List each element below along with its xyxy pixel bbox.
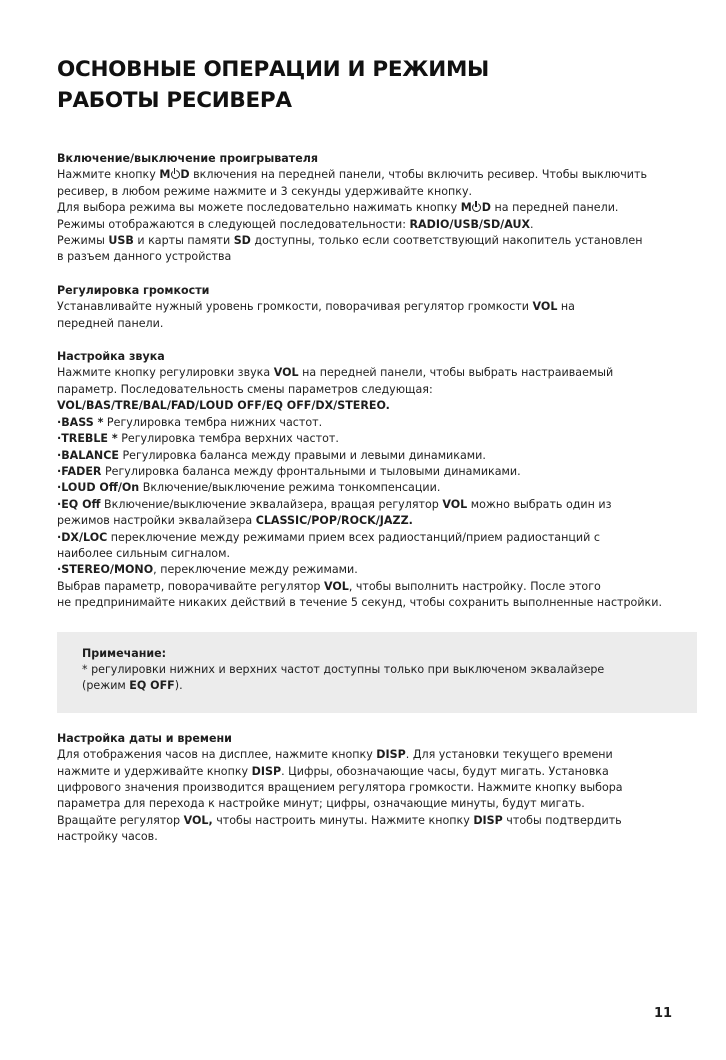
section-heading: Регулировка громкости (57, 283, 210, 297)
text-line: Нажмите кнопку M D включения на передней панели, чтобы включить ресивер. Чтобы выключить (57, 168, 648, 182)
section-heading: Включение/выключение проигрывателя (57, 152, 318, 165)
list-item: ·FADER Регулировка баланса между фронтальными и тыловыми динамиками. (57, 464, 521, 478)
list-item: ·BASS * Регулировка тембра нижних частот. (57, 415, 323, 429)
text-line: Устанавливайте нужный уровень громкости, поворачивая регулятор громкости VOL на (57, 300, 575, 314)
list-item: ·DX/LOC переключение между режимами прием всех радиостанций/прием радиостанций с (57, 530, 600, 544)
text-line: параметр. Последовательность смены параметров следующая: (57, 382, 433, 396)
text-line: наиболее сильным сигналом. (57, 546, 230, 560)
text-line: нажмите и удерживайте кнопку DISP. Цифры, обозначающие часы, будут мигать. Установка (57, 764, 609, 778)
power-icon (171, 170, 180, 179)
text-line: не предпринимайте никаких действий в течение 5 секунд, чтобы сохранить выполненные настройки. (57, 596, 662, 610)
text-line: * регулировки нижних и верхних частот доступны только при выключеном эквалайзере (82, 662, 605, 676)
mod-button-label: M D (460, 201, 491, 215)
section-heading: Настройка даты и времени (57, 731, 232, 745)
power-icon (472, 203, 481, 212)
note-heading: Примечание: (82, 646, 167, 660)
page-number: 11 (654, 1006, 673, 1021)
main-content (57, 151, 697, 863)
section-power (57, 151, 697, 266)
note-box (57, 632, 697, 713)
text-line: ресивер, в любом режиме нажмите и 3 секунды удерживайте кнопку. (57, 184, 473, 198)
list-item: ·EQ Off Включение/выключение эквалайзера, вращая регулятор VOL можно выбрать один из (57, 497, 612, 511)
list-item: ·LOUD Off/On Включение/выключение режима тонкомпенсации. (57, 481, 441, 495)
text-line: Вращайте регулятор VOL, чтобы настроить минуты. Нажмите кнопку DISP чтобы подтвердить (57, 813, 622, 827)
mod-button-label: M D (159, 168, 190, 182)
text-line: передней панели. (57, 316, 164, 330)
text-line: Выбрав параметр, поворачивайте регулятор VOL, чтобы выполнить настройку. После этого (57, 579, 601, 593)
text-line: Режимы отображаются в следующей последовательности: RADIO/USB/SD/AUX. (57, 217, 534, 231)
text-line: Для отображения часов на дисплее, нажмите кнопку DISP. Для установки текущего времени (57, 748, 613, 762)
title-line: ОСНОВНЫЕ ОПЕРАЦИИ И РЕЖИМЫ (57, 57, 490, 82)
section-volume (57, 283, 697, 332)
list-item: ·STEREO/MONO, переключение между режимами. (57, 563, 358, 577)
page-title (57, 54, 489, 116)
text-line: режимов настройки эквалайзера CLASSIC/POP/ROCK/JAZZ. (57, 514, 413, 528)
section-clock (57, 731, 697, 846)
sequence-line: VOL/BAS/TRE/BAL/FAD/LOUD OFF/EQ OFF/DX/STEREO. (57, 399, 390, 413)
text-line: в разъем данного устройства (57, 250, 232, 264)
text-line: (режим EQ OFF). (82, 679, 183, 693)
section-sound (57, 349, 697, 612)
text-line: цифрового значения производится вращением регулятора громкости. Нажмите кнопку выбора (57, 781, 623, 794)
text-line: настройку часов. (57, 830, 158, 844)
text-line: Нажмите кнопку регулировки звука VOL на передней панели, чтобы выбрать настраиваемый (57, 366, 614, 380)
section-heading: Настройка звука (57, 350, 165, 364)
text-line: параметра для перехода к настройке минут; цифры, означающие минуты, будут мигать. (57, 797, 585, 811)
text-line: Для выбора режима вы можете последовательно нажимать кнопку M D на передней панели. (57, 201, 619, 215)
title-line: РАБОТЫ РЕСИВЕРА (57, 88, 292, 113)
text-line: Режимы USB и карты памяти SD доступны, только если соответствующий накопитель установлен (57, 234, 643, 248)
list-item: ·TREBLE * Регулировка тембра верхних частот. (57, 432, 339, 446)
list-item: ·BALANCE Регулировка баланса между правыми и левыми динамиками. (57, 448, 486, 462)
